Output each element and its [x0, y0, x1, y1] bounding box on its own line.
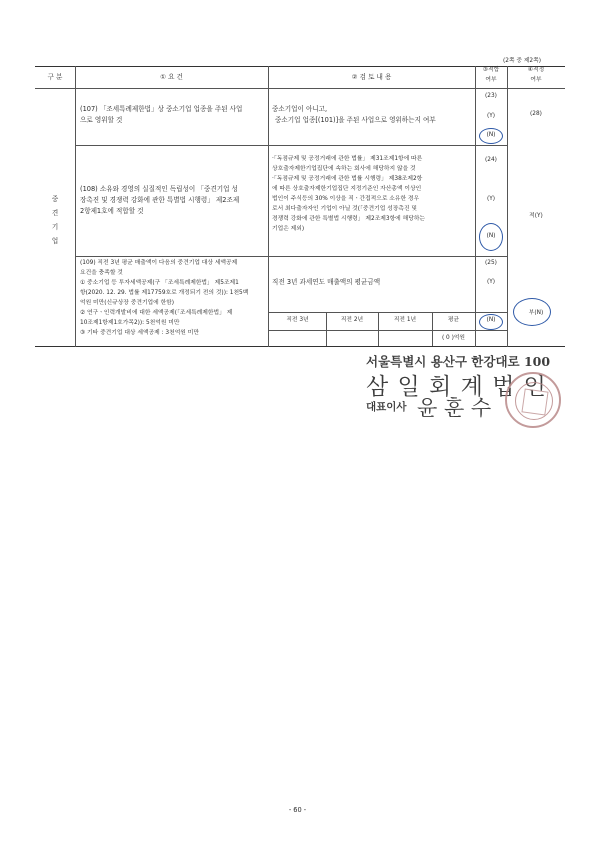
- sales-header-1y: 직전 1년: [393, 317, 417, 323]
- req-108-line2: 장촉진 및 경쟁력 강화에 관한 특별법 시행령」 제2조제: [80, 196, 240, 204]
- req-107-line1: (107) 「조세특례제한법」상 중소기업 업종을 주된 사업: [80, 105, 243, 113]
- fit-107-y: (Y): [486, 113, 496, 119]
- vline-3: [475, 66, 476, 347]
- fit-108-y: (Y): [486, 196, 496, 202]
- vline-2: [268, 66, 269, 347]
- req-109-line6: ② 연구ㆍ인력개발비에 대한 세액공제(「조세특례제한법」 제: [80, 310, 233, 316]
- sales-avg-value: ( 0 )억원: [441, 335, 466, 341]
- req-109-line3: ① 중소기업 등 투자세액공제(구 「조세특례제한법」 제5조제1: [80, 280, 239, 286]
- req-108-line1: (108) 소유와 경영의 실질적인 독립성이 「중견기업 성: [80, 185, 238, 193]
- representative-label: 대표이사: [366, 401, 407, 413]
- representative-name: 윤 훈 수: [417, 396, 492, 420]
- proper-108-answer: 적(Y): [529, 213, 543, 219]
- header-col-proper-1: ④적정: [527, 67, 545, 73]
- proper-107-num: (28): [530, 111, 542, 117]
- header-col-requirement: ① 요 건: [160, 73, 183, 81]
- rev-109-line1: 직전 3년 과세연도 매출액의 평균금액: [272, 278, 381, 286]
- selected-n-circle-109: [479, 314, 503, 330]
- rev-108-line7: 경쟁력 강화에 관한 특별법 시행령」 제2조제3항에 해당하는: [272, 216, 426, 222]
- fit-107-num: (23): [485, 93, 497, 99]
- rev-108-line1: ·「독점규제 및 공정거래에 관한 법률」 제31조제1항에 따른: [272, 156, 423, 162]
- row-rule-107: [75, 145, 508, 146]
- req-109-line2: 요건을 충족할 것: [80, 270, 123, 276]
- req-109-line5: 억원 미만(신규상장 중견기업에 한함): [80, 300, 175, 306]
- rev-108-line6: 로서 최다출자자인 기업이 아닐 것(「중견기업 성장촉진 및: [272, 206, 418, 212]
- fit-108-num: (24): [485, 157, 497, 163]
- sub-rule-1: [269, 312, 508, 313]
- sub-rule-2: [269, 330, 508, 331]
- vline-4: [507, 66, 508, 347]
- selected-n-circle-proper: [513, 298, 551, 326]
- req-109-line7: 10조제1항제1호가목2)): 5천억원 미만: [80, 320, 180, 326]
- header-col-proper-2: 여부: [530, 77, 542, 83]
- rev-108-line2: 상호출자제한기업집단에 속하는 회사에 해당하지 않을 것: [272, 166, 416, 172]
- fit-107-n: (N): [486, 132, 496, 138]
- header-rule: [35, 88, 565, 89]
- req-109-line8: ③ 기타 중견기업 대상 세액공제 : 3천억원 미만: [80, 330, 199, 336]
- sales-header-2y: 직전 2년: [340, 317, 364, 323]
- corporate-seal-icon: [505, 372, 561, 428]
- rev-108-line4: 에 따른 상호출자제한기업집단 지정기준인 자산총액 이상인: [272, 186, 422, 192]
- req-108-line3: 2항제1호에 적합할 것: [80, 207, 144, 215]
- header-col-fit-2: 여부: [485, 77, 497, 83]
- page-number: - 60 -: [288, 806, 307, 814]
- row-rule-108: [75, 256, 508, 257]
- req-109-line1: (109) 직전 3년 평균 매출액이 다음의 중견기업 대상 세액공제: [80, 260, 238, 266]
- fit-108-n: (N): [486, 233, 496, 239]
- vline-1: [75, 66, 76, 347]
- fit-109-y: (Y): [486, 279, 496, 285]
- category-char-3: 기: [51, 223, 59, 231]
- company-address: 서울특별시 용산구 한강대로 100: [366, 354, 551, 369]
- req-107-line2: 으로 영위할 것: [80, 116, 123, 124]
- rev-107-line2: 중소기업 업종[(101)]을 주된 사업으로 영위하는지 여부: [275, 116, 436, 124]
- fit-109-num: (25): [485, 260, 497, 266]
- selected-n-circle-107: [479, 128, 503, 144]
- req-109-line4: 항(2020. 12. 29. 법률 제17759호로 개정되기 전의 것)): 1천5백: [80, 290, 249, 296]
- rev-108-line5: 법인이 주식등의 30% 이상을 직ㆍ간접적으로 소유한 경우: [272, 196, 420, 202]
- header-col-category: 구 분: [47, 73, 63, 81]
- category-char-4: 업: [51, 237, 59, 245]
- category-char-2: 견: [51, 209, 59, 217]
- rev-108-line8: 기업은 제외): [272, 226, 305, 232]
- sales-header-avg: 평균: [447, 317, 460, 323]
- sales-header-3y: 직전 3년: [286, 317, 309, 323]
- header-col-fit-1: ③적합: [482, 67, 500, 73]
- table-bottom-rule: [35, 346, 565, 347]
- fit-109-n: (N): [486, 317, 496, 323]
- selected-n-circle-108: [479, 223, 503, 251]
- rev-108-line3: ·「독점규제 및 공정거래에 관한 법률 시행령」 제38조제2항: [272, 176, 423, 182]
- category-char-1: 중: [51, 195, 59, 203]
- proper-109-answer: 부(N): [528, 310, 544, 316]
- header-col-review: ② 검 토 내 용: [351, 73, 392, 81]
- page-marker: (2쪽 중 제2쪽): [503, 58, 541, 64]
- company-name: 삼 일 회 계 법 인: [366, 374, 547, 400]
- rev-107-line1: 중소기업이 아니고,: [272, 105, 328, 113]
